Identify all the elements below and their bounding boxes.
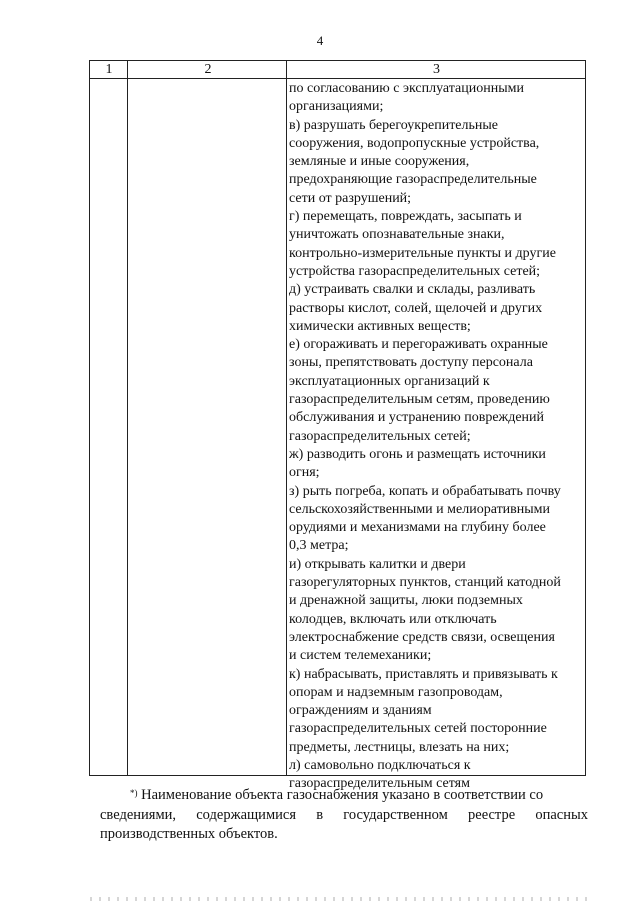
table-header-row — [90, 61, 585, 79]
footnote-line-1: *) Наименование объекта газоснабжения указано в соответствии со — [130, 787, 544, 803]
column-3-line: уничтожать опознавательные знаки, — [289, 227, 505, 243]
footnote-marker: *) — [130, 788, 138, 798]
column-3-line: колодцев, включать или отключать — [289, 611, 497, 627]
column-3-line: л) самовольно подключаться к — [289, 757, 471, 773]
column-3-line: газораспределительным сетям — [289, 776, 470, 792]
column-3-line: 0,3 метра; — [289, 538, 349, 554]
column-3-line: огня; — [289, 465, 320, 481]
footnote-line-3: производственных объектов. — [100, 826, 278, 842]
column-3-line: организациями; — [289, 99, 384, 115]
column-3-line: предохраняющие газораспределительные — [289, 172, 537, 188]
column-3-line: контрольно-измерительные пункты и другие — [289, 245, 556, 261]
column-3-line: газораспределительных сетей посторонние — [289, 721, 547, 737]
column-3-line: предметы, лестницы, влезать на них; — [289, 739, 510, 755]
scan-artifact — [90, 897, 590, 901]
column-3-line: ограждениям и зданиям — [289, 703, 432, 719]
footnote-line-2: сведениями, содержащимися в государственном реестре опасных — [100, 806, 588, 823]
column-3-line: к) набрасывать, приставлять и привязывать к — [289, 666, 558, 682]
column-3-line: сооружения, водопропускные устройства, — [289, 135, 540, 151]
column-3-line: газораспределительных сетей; — [289, 428, 471, 444]
column-3-line: з) рыть погреба, копать и обрабатывать почву — [289, 483, 561, 499]
header-col-3: 3 — [433, 62, 440, 77]
column-3-line: г) перемещать, повреждать, засыпать и — [289, 209, 522, 225]
column-3-line: по согласованию с эксплуатационными — [289, 81, 524, 96]
column-3-line: устройства газораспределительных сетей; — [289, 263, 541, 279]
column-3-line: растворы кислот, солей, щелочей и других — [289, 300, 543, 316]
column-3-line: сельскохозяйственными и мелиоративными — [289, 501, 551, 517]
column-3-line: д) устраивать свалки и склады, разливать — [289, 282, 536, 298]
header-col-1: 1 — [105, 62, 113, 77]
column-3-line: ж) разводить огонь и размещать источники — [289, 446, 546, 462]
column-3-line: электроснабжение средств связи, освещения — [289, 629, 555, 645]
header-col-2: 2 — [204, 62, 212, 77]
column-3-line: опорам и надземным газопроводам, — [289, 684, 503, 700]
column-3-line: е) огораживать и перегораживать охранные — [289, 337, 548, 353]
column-3-line: и дренажной защиты, люки подземных — [289, 593, 523, 609]
column-3-line: орудиями и механизмами на глубину более — [289, 520, 546, 536]
data-table — [89, 60, 586, 792]
footnote — [100, 786, 588, 845]
column-3-line: газораспределительным сетям, проведению — [289, 392, 550, 408]
column-divider-1 — [127, 61, 128, 775]
column-3-line: и систем телемеханики; — [289, 648, 432, 664]
column-3-line: зоны, препятствовать доступу персонала — [289, 355, 533, 371]
column-divider-2 — [286, 61, 287, 775]
column-3-line: химически активных веществ; — [289, 318, 471, 334]
column-3-line: земляные и иные сооружения, — [289, 154, 470, 170]
column-3-line: сети от разрушений; — [289, 190, 412, 206]
column-3-line: и) открывать калитки и двери — [289, 556, 466, 572]
column-3-line: обслуживания и устранению повреждений — [289, 410, 545, 426]
column-3-line: в) разрушать берегоукрепительные — [289, 117, 499, 133]
column-3-line: газорегуляторных пунктов, станций катодной — [289, 575, 561, 591]
column-3-content — [289, 80, 579, 794]
page-number: 4 — [316, 33, 324, 48]
column-3-line: эксплуатационных организаций к — [289, 373, 490, 389]
